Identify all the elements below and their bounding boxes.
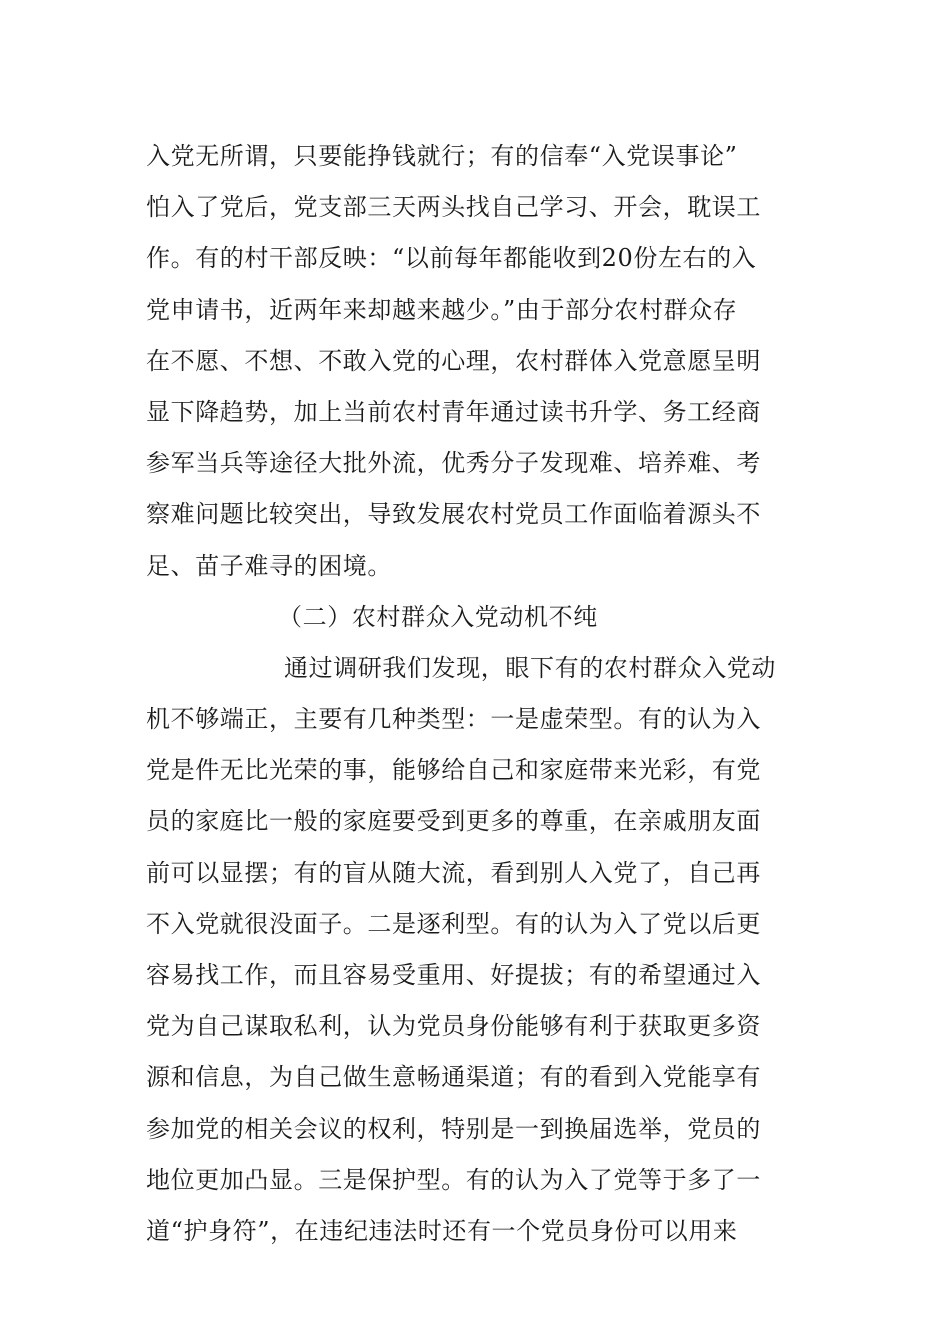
paragraph-first-line: 通过调研我们发现，眼下有的农村群众入党动 [284, 653, 776, 682]
text-line: 党是件无比光荣的事，能够给自己和家庭带来光彩，有党 [146, 756, 761, 785]
text-line: 不入党就很没面子。二是逐利型。有的认为入了党以后更 [146, 909, 761, 938]
text-line: 在不愿、不想、不敢入党的心理，农村群体入党意愿呈明 [146, 346, 761, 375]
document-body [146, 131, 836, 1257]
text-line: 员的家庭比一般的家庭要受到更多的尊重，在亲戚朋友面 [146, 807, 761, 836]
section-heading: （二）农村群众入党动机不纯 [278, 602, 598, 631]
text-line: 作。有的村干部反映：“以前每年都能收到20份左右的入 [146, 244, 757, 273]
text-line: 源和信息，为自己做生意畅通渠道；有的看到入党能享有 [146, 1063, 761, 1092]
text-line: 察难问题比较突出，导致发展农村党员工作面临着源头不 [146, 500, 761, 529]
text-line: 容易找工作，而且容易受重用、好提拔；有的希望通过入 [146, 961, 761, 989]
text-line: 显下降趋势，加上当前农村青年通过读书升学、务工经商 [146, 397, 761, 426]
text-line: 道“护身符”，在违纪违法时还有一个党员身份可以用来 [146, 1216, 738, 1245]
text-line: 前可以显摆；有的盲从随大流，看到别人入党了，自己再 [146, 858, 761, 887]
text-line: 机不够端正，主要有几种类型：一是虚荣型。有的认为入 [146, 705, 761, 734]
text-line: 入党无所谓，只要能挣钱就行；有的信奉“入党误事论” [146, 142, 738, 170]
text-line: 党申请书，近两年来却越来越少。”由于部分农村群众存 [146, 295, 738, 324]
text-line: 地位更加凸显。三是保护型。有的认为入了党等于多了一 [146, 1165, 761, 1194]
text-line: 参加党的相关会议的权利，特别是一到换届选举，党员的 [146, 1114, 761, 1143]
text-line: 足、苗子难寻的困境。 [146, 551, 392, 580]
text-line: 怕入了党后，党支部三天两头找自己学习、开会，耽误工 [146, 193, 761, 222]
text-line: 参军当兵等途径大批外流，优秀分子发现难、培养难、考 [146, 449, 761, 478]
text-line: 党为自己谋取私利，认为党员身份能够有利于获取更多资 [146, 1012, 761, 1041]
